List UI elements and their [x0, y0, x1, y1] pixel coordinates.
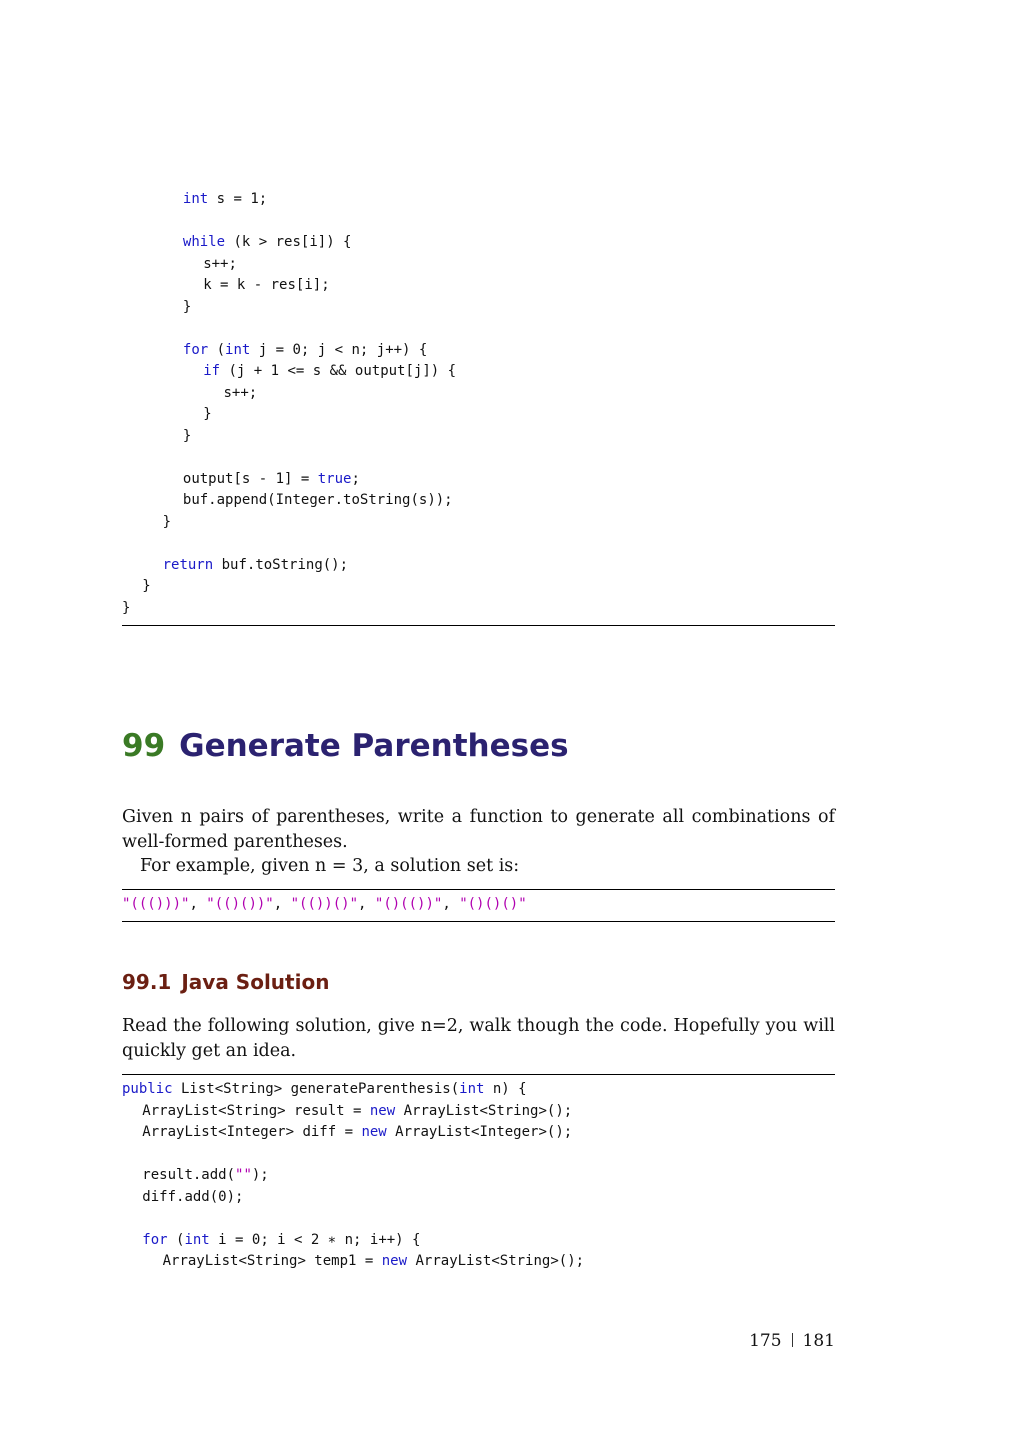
code-text: } [182, 298, 192, 315]
code-text: } [162, 513, 172, 530]
code-line [183, 490, 453, 511]
code-text: ( [167, 1231, 185, 1248]
code-text: ArrayList<String>(); [407, 1253, 585, 1269]
code-keyword: new [381, 1253, 408, 1269]
code-keyword: int [182, 191, 209, 207]
page-number [749, 1331, 835, 1351]
code-line [142, 1230, 420, 1251]
page-separator [792, 1333, 793, 1347]
code-text: List<String> generateParenthesis( [172, 1081, 460, 1097]
code-text: ArrayList<String> temp1 = [162, 1253, 382, 1269]
code-line [142, 1101, 572, 1122]
code-line [183, 297, 191, 318]
code-keyword: true [317, 470, 352, 487]
code-text: ArrayList<String>(); [395, 1102, 573, 1119]
example-bottom-rule [122, 921, 835, 922]
code-text: } [203, 406, 212, 422]
code-text: ArrayList<Integer>(); [386, 1124, 573, 1140]
code-line [163, 555, 348, 576]
code-text: j = 0; j < n; j++) { [250, 341, 428, 358]
code-text: } [142, 578, 151, 594]
code-keyword: new [361, 1124, 387, 1140]
code-keyword: return [162, 556, 214, 573]
code-text: result.add( [142, 1167, 236, 1183]
code-line [203, 404, 211, 425]
code-keyword: int [225, 341, 251, 358]
code-keyword: int [184, 1231, 210, 1248]
code-string: "()(())" [374, 896, 443, 912]
code-line [183, 426, 191, 447]
code-text: k = k - res[i]; [203, 277, 330, 293]
code-text: ( [208, 341, 226, 358]
code-text: diff.add(0); [142, 1188, 244, 1205]
chapter-number: 99 [122, 728, 166, 764]
code-keyword: int [459, 1081, 485, 1097]
code-line [142, 1165, 268, 1186]
code-text: } [182, 427, 192, 444]
code-text: ArrayList<Integer> diff = [142, 1124, 362, 1140]
code-keyword: for [142, 1231, 168, 1248]
code-line [224, 383, 258, 404]
code-string: "(())()" [290, 896, 359, 912]
code-line [122, 894, 527, 915]
code-line [183, 469, 360, 490]
code-line [122, 1079, 527, 1100]
code-line [183, 232, 352, 253]
code-text: , [273, 896, 291, 912]
code-text: , [358, 896, 375, 912]
code-line [163, 1251, 584, 1272]
code-text: output[s - 1] = [182, 470, 318, 487]
code-line [203, 254, 237, 275]
code-string: "" [235, 1167, 252, 1183]
example-top-rule [122, 889, 835, 890]
chapter-title: Generate Parentheses [179, 728, 569, 764]
code-text: s++; [203, 255, 237, 272]
code-block-end-rule [122, 625, 835, 626]
code-line [183, 340, 427, 361]
code-line [203, 275, 329, 296]
code-keyword: while [182, 234, 226, 250]
code-text: , [189, 896, 207, 912]
code-text: , [442, 896, 460, 912]
example-line: For example, given n = 3, a solution set is: [140, 856, 520, 876]
page-total: 181 [802, 1331, 835, 1351]
chapter-heading [122, 728, 569, 764]
code-keyword: for [182, 341, 209, 358]
code-text: s = 1; [208, 191, 268, 207]
code-text: ArrayList<String> result = [142, 1102, 370, 1119]
intro-paragraph: Given n pairs of parentheses, write a function to generate all combinations of well-formed parentheses. [122, 807, 835, 852]
code-keyword: public [122, 1081, 173, 1097]
code-text: buf.append(Integer.toString(s)); [182, 492, 453, 508]
code-text: ; [351, 470, 360, 487]
section-number: 99.1 [122, 970, 172, 994]
code-string: "()()()" [459, 896, 527, 912]
code-text: i = 0; i < 2 ∗ n; i++) { [209, 1231, 421, 1248]
code-text: s++; [223, 384, 258, 401]
section-paragraph: Read the following solution, give n=2, walk though the code. Hopefully you will quickly get an idea. [122, 1016, 835, 1061]
code-text: ); [251, 1167, 269, 1183]
code-text: (j + 1 <= s && output[j]) { [220, 363, 457, 379]
code-line [122, 598, 130, 619]
code-line [142, 576, 150, 597]
code-line [163, 512, 171, 533]
code-block-start-rule [122, 1074, 835, 1075]
code-text: buf.toString(); [213, 556, 349, 573]
code-line [203, 361, 456, 382]
section-title: Java Solution [181, 970, 330, 994]
code-string: "(()())" [206, 896, 274, 912]
code-line [142, 1187, 243, 1208]
code-string: "((()))" [122, 896, 190, 912]
code-line [142, 1122, 572, 1143]
code-keyword: if [203, 363, 221, 379]
code-keyword: new [369, 1102, 396, 1119]
code-text: n) { [484, 1081, 527, 1097]
page-current: 175 [749, 1331, 782, 1351]
code-line [183, 189, 267, 210]
code-text: (k > res[i]) { [225, 234, 352, 250]
section-heading [122, 970, 329, 994]
code-text: } [122, 599, 131, 616]
